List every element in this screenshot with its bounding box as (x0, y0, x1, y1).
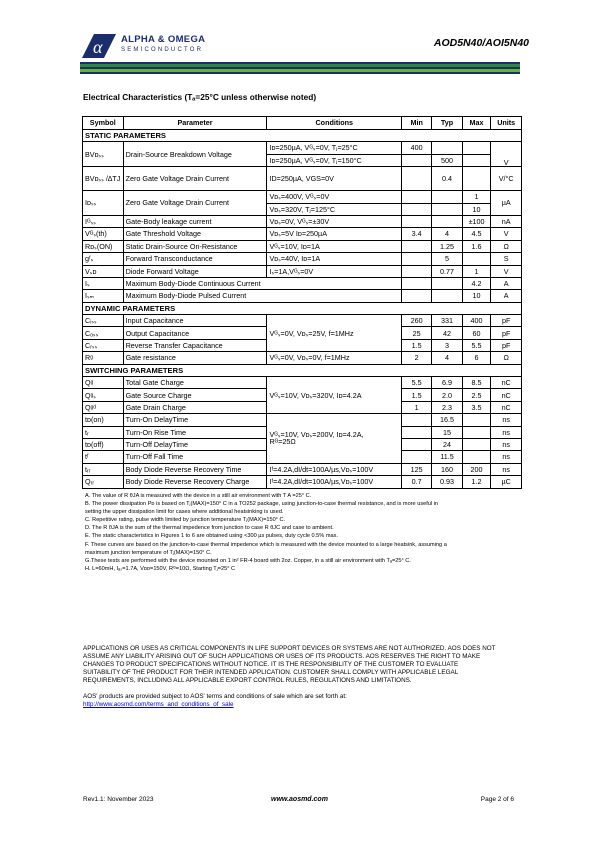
parameter-cell: Turn-On DelayTime (123, 414, 267, 426)
symbol-cell: Cₒₛₛ (83, 327, 124, 339)
footnote-line: A. The value of R θJA is measured with the device in a still air environment with T A =25° C. (85, 493, 312, 499)
typ-cell: 4 (432, 352, 462, 364)
max-cell (462, 451, 491, 463)
typ-cell: 2.3 (432, 401, 462, 413)
parameter-cell: Input Capacitance (123, 315, 267, 327)
max-cell (462, 253, 491, 265)
parameter-cell: Diode Forward Voltage (123, 265, 267, 277)
typ-cell (432, 290, 462, 302)
symbol-cell: tᵣᵣ (83, 463, 124, 475)
unit-cell: µC (491, 476, 522, 488)
max-cell (462, 414, 491, 426)
min-cell: 3.4 (402, 228, 432, 240)
typ-cell (432, 191, 462, 203)
max-cell: 200 (462, 463, 491, 475)
min-cell (402, 154, 432, 166)
unit-cell: ns (491, 414, 522, 426)
min-cell (402, 240, 432, 252)
min-cell: 1 (402, 401, 432, 413)
typ-cell: 0.4 (432, 167, 462, 191)
condition-cell: Vᴅₛ=320V, Tⱼ=125°C (267, 203, 402, 215)
typ-cell: 2.0 (432, 389, 462, 401)
max-cell: 4.5 (462, 228, 491, 240)
parameter-cell: Turn-Off DelayTime (123, 438, 267, 450)
unit-cell: V (491, 142, 522, 167)
min-cell (402, 203, 432, 215)
symbol-cell: Iᴳₛₛ (83, 215, 124, 227)
parameter-cell: Maximum Body-Diode Continuous Current (123, 277, 401, 289)
max-cell: 400 (462, 315, 491, 327)
table-row (83, 414, 522, 426)
max-cell: 1.6 (462, 240, 491, 252)
aos-logo-icon (80, 32, 120, 62)
max-cell: 6 (462, 352, 491, 364)
unit-cell: ns (491, 438, 522, 450)
footnotes (85, 492, 525, 573)
footnote-line: H. L=60mH, Iₐₛ=1.7A, Vᴅᴅ=150V, Rᴳ=10Ω, Starting Tⱼ=25° C (85, 565, 236, 572)
min-cell (402, 265, 432, 277)
header-cell: Parameter (123, 117, 267, 130)
unit-cell: V (491, 228, 522, 240)
footnote-line: C. Repetitive rating, pulse width limited by junction temperature Tⱼ(MAX)=150° C. (85, 517, 286, 524)
condition-cell: Vᴳₛ=10V, Vᴅₛ=320V, Iᴅ=4.2A (267, 377, 402, 414)
max-cell: 1 (462, 265, 491, 277)
table-row (83, 167, 522, 191)
symbol-cell: Vₛᴅ (83, 265, 124, 277)
terms-block (83, 693, 523, 709)
max-cell: 1 (462, 191, 491, 203)
parameter-cell: Zero Gate Voltage Drain Current (123, 167, 267, 191)
typ-cell: 331 (432, 315, 462, 327)
parameter-cell: Gate resistance (123, 352, 267, 364)
unit-cell: nA (491, 215, 522, 227)
typ-cell: 24 (432, 438, 462, 450)
table-row (83, 191, 522, 203)
terms-text: AOS' products are provided subject to AOS' terms and conditions of sale which are set forth at: (83, 693, 347, 700)
condition-cell: Iᴅ=250µA, Vᴳₛ=0V, Tⱼ=150°C (267, 154, 402, 166)
typ-cell: 500 (432, 154, 462, 166)
condition-cell: Vᴅₛ=400V, Vᴳₛ=0V (267, 191, 402, 203)
condition-line: Vᴳₛ=10V, Vᴅₛ=200V, Iᴅ=4.2A, (269, 430, 364, 440)
unit-cell: V (491, 265, 522, 277)
section-row (83, 364, 522, 376)
part-number: AOD5N40/AOI5N40 (433, 37, 529, 49)
min-cell: 400 (402, 142, 432, 154)
brand-subtitle: SEMICONDUCTOR (121, 47, 204, 53)
parameter-cell: Gate Source Charge (123, 389, 267, 401)
typ-cell: 5 (432, 253, 462, 265)
header-cell: Units (491, 117, 522, 130)
table-row (83, 228, 522, 240)
parameter-cell: Output Capacitance (123, 327, 267, 339)
min-cell: 1.5 (402, 339, 432, 351)
disclaimer-line: APPLICATIONS OR USES AS CRITICAL COMPONENTS IN LIFE SUPPORT DEVICES OR SYSTEMS ARE NOT AUTHORIZED. AOS DOES NOT (83, 645, 496, 652)
condition-cell: Vᴅₛ=5V Iᴅ=250µA (267, 228, 402, 240)
symbol-cell: BVᴅₛₛ (83, 142, 124, 167)
typ-cell: 1.25 (432, 240, 462, 252)
footnote-line: F. These curves are based on the junction-to-case thermal impedence which is measured with the device mounted to a large heatsink, assuming a (85, 541, 447, 548)
min-cell: 260 (402, 315, 432, 327)
header-cell: Symbol (83, 117, 124, 130)
max-cell (462, 167, 491, 191)
header-cell: Typ (432, 117, 462, 130)
max-cell (462, 142, 491, 154)
symbol-cell: Iₛₘ (83, 290, 124, 302)
symbol-cell: Cᵢₛₛ (83, 315, 124, 327)
max-cell: 3.5 (462, 401, 491, 413)
symbol-cell: Qᵍᵈ (83, 401, 124, 413)
symbol-cell: Iₛ (83, 277, 124, 289)
min-cell (402, 215, 432, 227)
typ-cell: 11.5 (432, 451, 462, 463)
symbol-cell: Rᵍ (83, 352, 124, 364)
symbol-cell: tᴅ(off) (83, 438, 124, 450)
min-cell: 1.5 (402, 389, 432, 401)
section-row (83, 302, 522, 314)
disclaimer-line: REQUIREMENTS, INCLUDING ALL APPLICABLE EXPORT CONTROL RULES, REGULATIONS AND LIMITATIONS. (83, 677, 412, 685)
header-stripes (80, 62, 520, 74)
brand-name: ALPHA & OMEGA (121, 34, 206, 45)
parameter-cell: Gate Threshold Voltage (123, 228, 267, 240)
symbol-cell: Vᴳₛ(th) (83, 228, 124, 240)
unit-cell: pF (491, 339, 522, 351)
symbol-cell: Qᵍₛ (83, 389, 124, 401)
min-cell: 125 (402, 463, 432, 475)
section-label: STATIC PARAMETERS (83, 130, 522, 142)
table-row (83, 352, 522, 364)
table-row (83, 240, 522, 252)
condition-cell: Vᴳₛ=10V, Iᴅ=1A (267, 240, 402, 252)
condition-cell: Vᴳₛ=0V, Vᴅₛ=25V, f=1MHz (267, 315, 402, 352)
parameter-cell: Drain-Source Breakdown Voltage (123, 142, 267, 167)
typ-cell: 4 (432, 228, 462, 240)
table-row (83, 215, 522, 227)
footnote-line: maximum junction temperature of Tⱼ(MAX)=150° C. (85, 549, 212, 556)
symbol-cell: Rᴅₛ(ON) (83, 240, 124, 252)
max-cell (462, 154, 491, 166)
header-cell: Max (462, 117, 491, 130)
typ-cell (432, 142, 462, 154)
parameter-cell: Reverse Transfer Capacitance (123, 339, 267, 351)
symbol-cell: Qᵣᵣ (83, 476, 124, 488)
max-cell: 2.5 (462, 389, 491, 401)
unit-cell: µA (491, 191, 522, 216)
table-header-row (83, 117, 522, 130)
min-cell (402, 414, 432, 426)
typ-cell: 42 (432, 327, 462, 339)
parameter-cell: Zero Gate Voltage Drain Current (123, 191, 267, 216)
section-label: DYNAMIC PARAMETERS (83, 302, 522, 314)
table-row (83, 265, 522, 277)
parameter-cell: Total Gate Charge (123, 377, 267, 389)
parameter-cell: Maximum Body-Diode Pulsed Current (123, 290, 401, 302)
min-cell (402, 191, 432, 203)
parameter-cell: Body Diode Reverse Recovery Time (123, 463, 267, 475)
parameter-cell: Body Diode Reverse Recovery Charge (123, 476, 267, 488)
unit-cell: nC (491, 401, 522, 413)
max-cell: 10 (462, 203, 491, 215)
table-row (83, 315, 522, 327)
condition-cell: Iᶠ=4.2A,dI/dt=100A/µs,Vᴅₛ=100V (267, 463, 402, 475)
electrical-characteristics-table (82, 116, 522, 489)
typ-cell: 16.5 (432, 414, 462, 426)
section-row (83, 130, 522, 142)
min-cell: 5.5 (402, 377, 432, 389)
unit-cell: ns (491, 463, 522, 475)
max-cell: 60 (462, 327, 491, 339)
unit-cell: ns (491, 451, 522, 463)
min-cell (402, 277, 432, 289)
symbol-cell: tᵣ (83, 426, 124, 438)
unit-cell: Ω (491, 240, 522, 252)
typ-cell (432, 277, 462, 289)
footnote-line: B. The power dissipation Pᴅ is based on Tⱼ(MAX)=150° C in a TO252 package, using junction-to-case thermal resistance, and is more useful in (85, 501, 439, 508)
max-cell: 5.5 (462, 339, 491, 351)
unit-cell: A (491, 277, 522, 289)
table-row (83, 377, 522, 389)
unit-cell: ns (491, 426, 522, 438)
symbol-cell: Qᵍ (83, 377, 124, 389)
typ-cell: 15 (432, 426, 462, 438)
typ-cell (432, 203, 462, 215)
max-cell (462, 438, 491, 450)
footnote-line: D. The R θJA is the sum of the thermal impedence from junction to case R θJC and case to ambient. (85, 525, 334, 532)
condition-cell: Vᴅₛ=0V, Vᴳₛ=±30V (267, 215, 402, 227)
footer-website: www.aosmd.com (271, 796, 328, 803)
condition-cell: Iᴅ=250µA, Vᴳₛ=0V, Tⱼ=25°C (267, 142, 402, 154)
min-cell: 2 (402, 352, 432, 364)
footnote-line: setting the upper dissipation limit for cases where additional heatsinking is used. (85, 509, 284, 516)
condition-cell: Iₛ=1A,Vᴳₛ=0V (267, 265, 402, 277)
min-cell (402, 438, 432, 450)
svg-text:α: α (93, 37, 103, 57)
section-label: SWITCHING PARAMETERS (83, 364, 522, 376)
symbol-cell: tᶠ (83, 451, 124, 463)
unit-cell: A (491, 290, 522, 302)
condition-cell (267, 414, 402, 464)
typ-cell: 0.77 (432, 265, 462, 277)
disclaimer-line: CHANGES TO PRODUCT SPECIFICATIONS WITHOUT NOTICE. IT IS THE RESPONSIBILITY OF THE CUSTOMER TO EVALUATE (83, 661, 459, 669)
max-cell: ±100 (462, 215, 491, 227)
typ-cell (432, 215, 462, 227)
table-row (83, 290, 522, 302)
typ-cell: 0.93 (432, 476, 462, 488)
unit-cell: pF (491, 327, 522, 339)
symbol-cell: BVᴅₛₛ /∆TJ (83, 167, 124, 191)
disclaimer (83, 645, 523, 685)
disclaimer-line: SUITABILITY OF THE PRODUCT FOR THEIR INTENDED APPLICATION. CUSTOMER SHALL COMPLY WITH APPLICABLE LEGAL (83, 669, 459, 677)
min-cell: 25 (402, 327, 432, 339)
footer-revision: Rev1.1: November 2023 (83, 796, 154, 803)
footer-page-number: Page 2 of 6 (480, 796, 514, 803)
min-cell (402, 167, 432, 191)
unit-cell: nC (491, 389, 522, 401)
unit-cell: S (491, 253, 522, 265)
unit-cell: pF (491, 315, 522, 327)
table-row (83, 463, 522, 475)
min-cell: 0.7 (402, 476, 432, 488)
unit-cell: Ω (491, 352, 522, 364)
header-cell: Min (402, 117, 432, 130)
min-cell (402, 253, 432, 265)
max-cell: 1.2 (462, 476, 491, 488)
condition-cell: Vᴳₛ=0V, Vᴅₛ=0V, f=1MHz (267, 352, 402, 364)
parameter-cell: Forward Transconductance (123, 253, 267, 265)
unit-cell: nC (491, 377, 522, 389)
table-row (83, 253, 522, 265)
min-cell (402, 290, 432, 302)
max-cell (462, 426, 491, 438)
table-row (83, 142, 522, 154)
table-row (83, 277, 522, 289)
parameter-cell: Turn-On Rise Time (123, 426, 267, 438)
footnote-line: G.These tests are performed with the device mounted on 1 in² FR-4 board with 2oz. Copper, in a still air environment with Tₐ=25° C. (85, 557, 411, 564)
parameter-cell: Static Drain-Source On-Resistance (123, 240, 267, 252)
symbol-cell: gᶠₛ (83, 253, 124, 265)
max-cell: 8.5 (462, 377, 491, 389)
section-title: Electrical Characteristics (Tₐ=25°C unless otherwise noted) (83, 92, 317, 102)
terms-link[interactable]: http://www.aosmd.com/terms_and_conditions_of_sale (83, 701, 234, 709)
max-cell: 4.2 (462, 277, 491, 289)
symbol-cell: Iᴅₛₛ (83, 191, 124, 216)
typ-cell: 6.9 (432, 377, 462, 389)
condition-cell: Vᴅₛ=40V, Iᴅ=1A (267, 253, 402, 265)
header-cell: Conditions (267, 117, 402, 130)
disclaimer-line: ASSUME ANY LIABILITY ARISING OUT OF SUCH APPLICATIONS OR USES OF ITS PRODUCTS. AOS RESERVES THE RIGHT TO MAKE (83, 653, 481, 661)
parameter-cell: Gate-Body leakage current (123, 215, 267, 227)
unit-cell: V/°C (491, 167, 522, 191)
condition-cell: ID=250µA, VGS=0V (267, 167, 402, 191)
symbol-cell: tᴅ(on) (83, 414, 124, 426)
condition-line: Rᴳ=25Ω (269, 437, 296, 447)
max-cell: 10 (462, 290, 491, 302)
min-cell (402, 451, 432, 463)
typ-cell: 160 (432, 463, 462, 475)
typ-cell: 3 (432, 339, 462, 351)
min-cell (402, 426, 432, 438)
symbol-cell: Cᵣₛₛ (83, 339, 124, 351)
parameter-cell: Turn-Off Fall Time (123, 451, 267, 463)
condition-cell: Iᶠ=4.2A,dI/dt=100A/µs,Vᴅₛ=100V (267, 476, 402, 488)
footnote-line: E. The static characteristics in Figures 1 to 6 are obtained using <300 µs pulses, duty cycle 0.5% max. (85, 533, 338, 540)
parameter-cell: Gate Drain Charge (123, 401, 267, 413)
stripe (80, 72, 520, 74)
table-row (83, 476, 522, 488)
